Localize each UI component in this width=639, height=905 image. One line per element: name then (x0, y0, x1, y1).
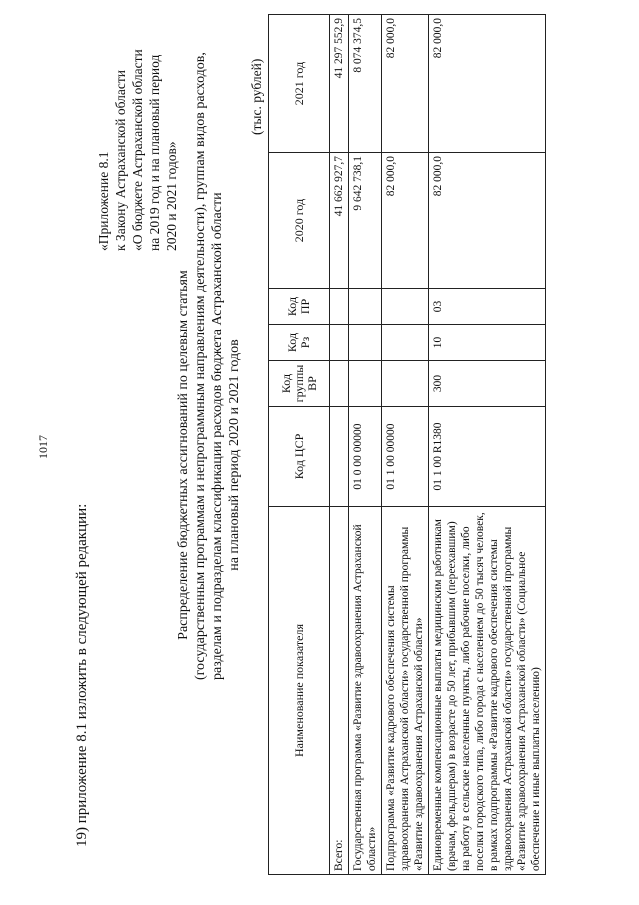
annex-line: на 2019 год и на плановый период (147, 54, 162, 251)
cell-csr: 01 0 00 00000 (349, 407, 382, 507)
header-name: Наименование показателя (269, 507, 330, 875)
title-line: Распределение бюджетных ассигнований по целевым статьям (176, 270, 191, 640)
cell-name: Подпрограмма «Развитие кадрового обеспечения системы здравоохранения Астраханской области» государственной программы «Развитие здравоохранения Астраханской области» (382, 507, 429, 875)
header-vr: Код группы ВР (269, 361, 330, 407)
cell-pr (349, 289, 382, 325)
cell-2021: 82 000,0 (429, 15, 546, 153)
cell-2020: 82 000,0 (382, 153, 429, 289)
title-line: (государственным программам и непрограммным направлениям деятельности), группам видов расходов, (193, 52, 208, 680)
cell-2021: 41 297 552,9 (330, 15, 349, 153)
header-csr: Код ЦСР (269, 407, 330, 507)
cell-vr (382, 361, 429, 407)
cell-vr (349, 361, 382, 407)
cell-rz (330, 325, 349, 361)
annex-line: «О бюджете Астраханской области (130, 49, 145, 251)
cell-2021: 82 000,0 (382, 15, 429, 153)
header-2020: 2020 год (269, 153, 330, 289)
cell-pr: 03 (429, 289, 546, 325)
cell-name: Всего: (330, 507, 349, 875)
cell-csr: 01 1 00 R1380 (429, 407, 546, 507)
header-2021: 2021 год (269, 15, 330, 153)
intro-text: 19) приложение 8.1 изложить в следующей редакции: (74, 503, 90, 847)
cell-vr: 300 (429, 361, 546, 407)
cell-csr (330, 407, 349, 507)
document-title (175, 52, 243, 680)
title-line: разделам и подразделам классификации расходов бюджета Астраханской области (210, 192, 225, 680)
budget-table (268, 14, 546, 875)
annex-line: «Приложение 8.1 (96, 151, 111, 251)
cell-rz (349, 325, 382, 361)
cell-2021: 8 074 374,5 (349, 15, 382, 153)
annex-line: 2020 и 2021 годов» (164, 141, 179, 251)
cell-vr (330, 361, 349, 407)
cell-2020: 82 000,0 (429, 153, 546, 289)
cell-2020: 9 642 738,1 (349, 153, 382, 289)
header-rz: Код Рз (269, 325, 330, 361)
table-row (349, 15, 382, 875)
cell-rz: 10 (429, 325, 546, 361)
table-row (429, 15, 546, 875)
cell-csr: 01 1 00 00000 (382, 407, 429, 507)
header-pr: Код ПР (269, 289, 330, 325)
cell-2020: 41 662 927,7 (330, 153, 349, 289)
table-row (382, 15, 429, 875)
cell-pr (330, 289, 349, 325)
cell-name: Государственная программа «Развитие здравоохранения Астраханской области» (349, 507, 382, 875)
cell-pr (382, 289, 429, 325)
page-number: 1017 (36, 435, 50, 459)
cell-name: Единовременные компенсационные выплаты медицинским работникам (врачам, фельдшерам) в возрасте до 50 лет, прибывшим (переехавшим) на работу в сельские населенные пункты, либо рабочие поселки, либо поселки городского типа, либо города с населением до 50 тысяч человек, в рамках подпрограммы «Развитие кадрового обеспечения системы здравоохранения Астраханской области» государственной программы «Развитие здравоохранения Астраханской области» (Социальное обеспечение и иные выплаты населению) (429, 507, 546, 875)
annex-header (95, 6, 180, 251)
table-row (330, 15, 349, 875)
annex-line: к Закону Астраханской области (113, 69, 128, 251)
title-line: на плановый период 2020 и 2021 годов (227, 339, 242, 571)
units-label: (тыс. рублей) (249, 58, 264, 135)
cell-rz (382, 325, 429, 361)
table-header-row (269, 15, 330, 875)
